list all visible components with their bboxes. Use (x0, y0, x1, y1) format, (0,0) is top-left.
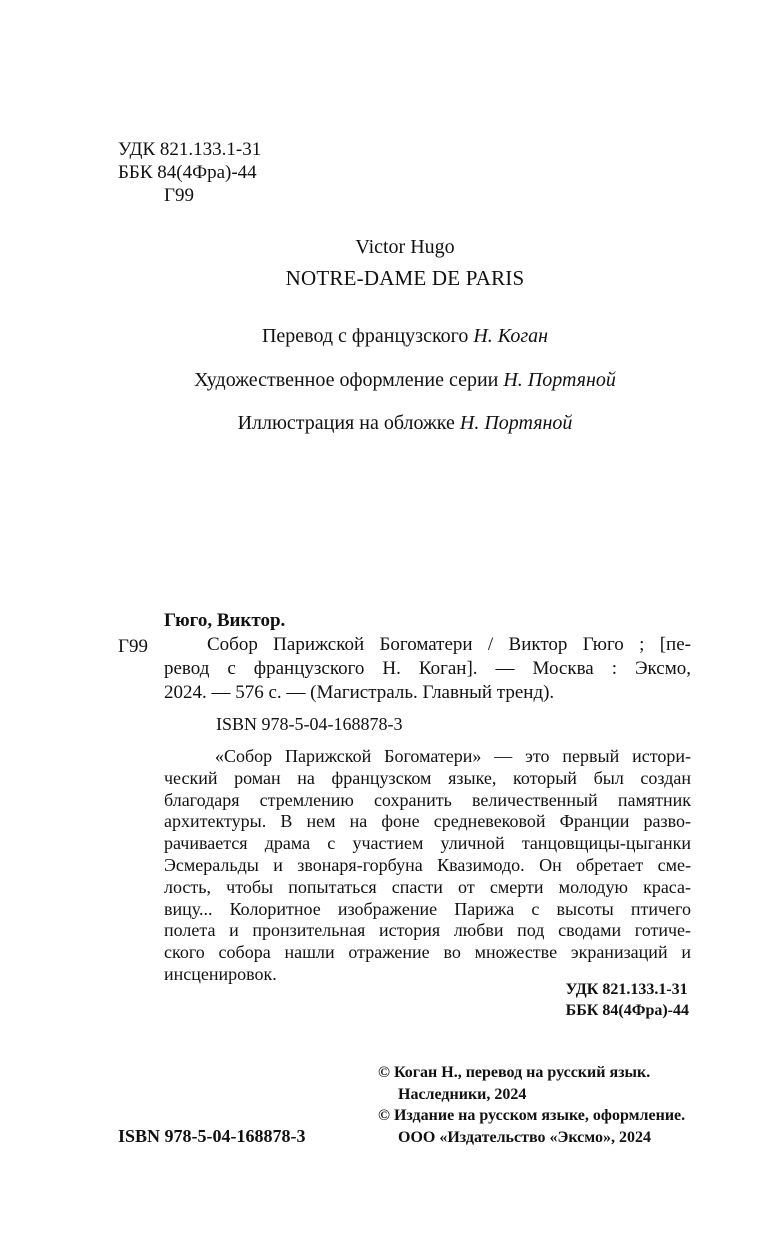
original-title: NOTRE-DAME DE PARIS (285, 266, 525, 290)
classification-codes (118, 138, 261, 207)
bib-author-sign: Г99 (118, 636, 148, 657)
annotation-line: полета и пронзительная история любви под сводами готиче- (164, 920, 691, 941)
bib-line: Собор Парижской Богоматери / Виктор Гюго ; [пе- (207, 634, 691, 655)
copyright-translation: © Коган Н., перевод на русский язык. (378, 1064, 651, 1081)
author-sign: Г99 (164, 185, 194, 206)
bib-author-heading: Гюго, Виктор. (164, 610, 286, 631)
cover-artist-name: Н. Портяной (459, 412, 573, 434)
udk-code-bottom: УДК 821.133.1-31 (565, 981, 688, 998)
udk-code: УДК 821.133.1-31 (118, 139, 262, 160)
annotation-line: инсценировок. (164, 963, 277, 984)
annotation-line: «Собор Парижской Богоматери» — это первый истори- (215, 746, 691, 766)
bib-line: ревод с французского Н. Коган]. — Москва : Эксмо, (164, 658, 691, 679)
annotation-line: лость, чтобы попытаться спасти от смерти молодую краса- (164, 876, 691, 897)
cover-credit (0, 412, 768, 435)
design-credit (0, 369, 768, 392)
bib-line: 2024. — 576 с. — (Магистраль. Главный тренд). (164, 682, 555, 703)
bib-description (164, 633, 691, 705)
cover-prefix: Иллюстрация на обложке (237, 412, 455, 434)
bbk-code: ББК 84(4Фра)-44 (118, 162, 257, 183)
copyright-publisher: ООО «Издательство «Эксмо», 2024 (398, 1128, 651, 1146)
bbk-code-bottom: ББК 84(4Фра)-44 (565, 1002, 689, 1019)
annotation-line: ского собора нашли отражение во множестве экранизаций и (164, 942, 691, 963)
annotation-line: Эсмеральды и звонаря-горбуна Квазимодо. Он обретает сме- (164, 854, 691, 875)
copyright-edition: © Издание на русском языке, оформление. (378, 1107, 686, 1125)
annotation-line: архитектуры. В нем на фоне средневековой Франции разво- (164, 811, 691, 832)
classification-codes-bottom (566, 979, 689, 1021)
original-author: Victor Hugo (355, 236, 455, 258)
bib-isbn: ISBN 978-5-04-168878-3 (216, 714, 403, 734)
annotation (164, 746, 691, 986)
annotation-line: вицу... Колоритное изображение Парижа с высоты птичего (164, 898, 691, 919)
copyright-heirs: Наследники, 2024 (398, 1085, 527, 1103)
copyright-block (378, 1062, 685, 1148)
annotation-line: рачивается драма с участием уличной танцовщицы-цыганки (164, 833, 691, 854)
annotation-line: благодаря стремлению сохранить величественный памятник (164, 789, 691, 810)
translator-name: Н. Коган (473, 325, 549, 347)
design-prefix: Художественное оформление серии (194, 369, 499, 391)
translation-prefix: Перевод с французского (261, 325, 469, 347)
translation-credit (0, 325, 768, 348)
isbn-bottom: ISBN 978-5-04-168878-3 (118, 1126, 306, 1146)
annotation-line: ческий роман на французском языке, который был создан (164, 767, 691, 788)
designer-name: Н. Портяной (503, 369, 616, 391)
